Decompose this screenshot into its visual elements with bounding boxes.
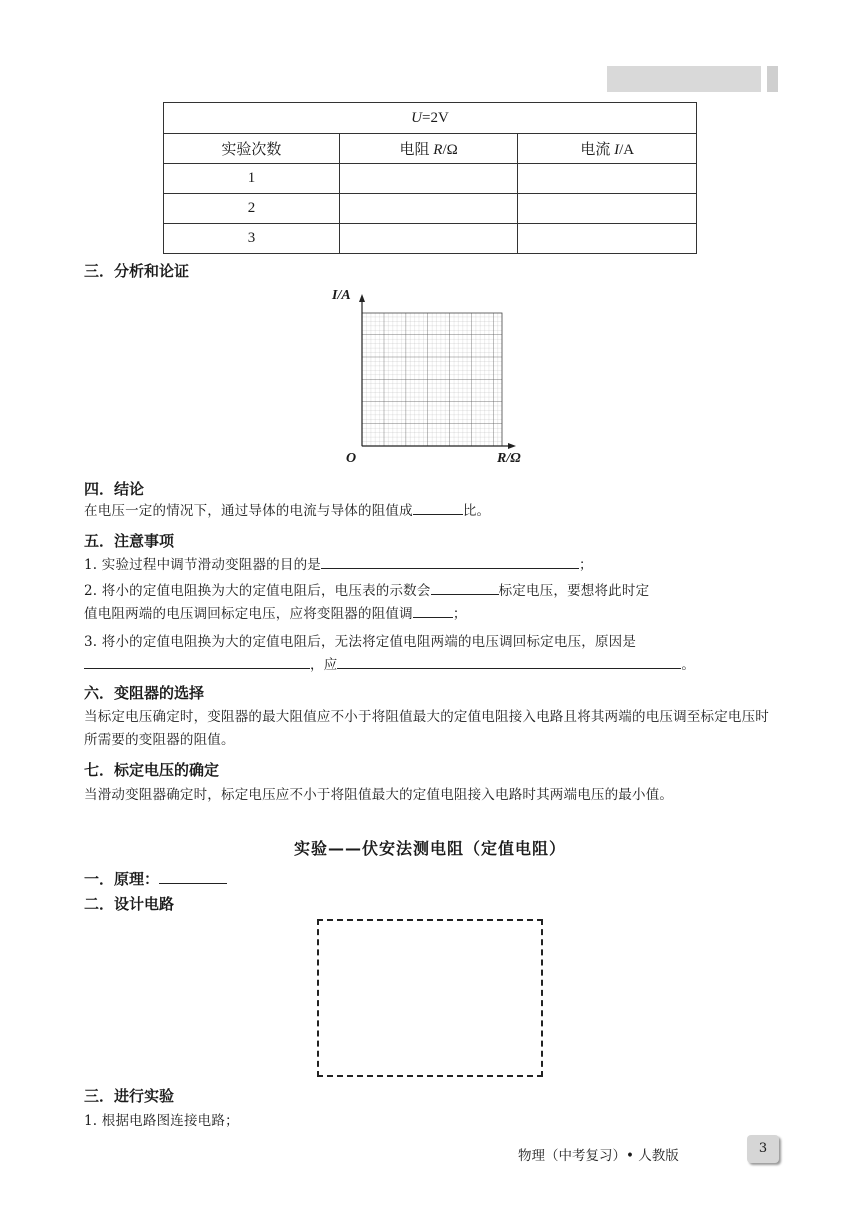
table-cell-empty (518, 224, 697, 254)
table-row: 1 (164, 164, 697, 194)
page-number: 3 (747, 1135, 779, 1163)
procedure-step-1: 1. 根据电路图连接电路； (84, 1113, 239, 1129)
answer-blank[interactable] (337, 654, 681, 669)
experiment-title: 实验——伏安法测电阻（定值电阻） (293, 839, 566, 858)
note-1: 1. 实验过程中调节滑动变阻器的目的是 ； (84, 554, 778, 577)
note-2: 2. 将小的定值电阻换为大的定值电阻后，电压表的示数会 标定电压，要想将此时定 值电阻两端的电压调回标定电压，应将变阻器的阻值调 ； (84, 580, 778, 626)
col-header-current: 电流 I/A (518, 134, 697, 164)
header-decoration-bar (607, 66, 761, 92)
table-cell-empty (339, 194, 518, 224)
table-row: 2 (164, 194, 697, 224)
answer-blank[interactable] (413, 603, 453, 618)
answer-blank[interactable] (413, 500, 463, 515)
table-cell-empty (339, 164, 518, 194)
circuit-diagram-box (317, 919, 543, 1077)
section-voltage-title: 七．标定电压的确定 (84, 761, 220, 779)
table-row: 3 (164, 224, 697, 254)
voltage-text: 当滑动变阻器确定时，标定电压应不小于将阻值最大的定值电阻接入电路时其两端电压的最小值。 (84, 787, 674, 803)
col-header-resistance: 电阻 R/Ω (339, 134, 518, 164)
rheostat-text: 当标定电压确定时，变阻器的最大阻值应不小于将阻值最大的定值电阻接入电路且将其两端的电压调至标定电压时所需要的变阻器的阻值。 (84, 709, 769, 748)
col-header-trial: 实验次数 (164, 134, 340, 164)
circuit-design-title: 二．设计电路 (84, 895, 175, 913)
section-conclusion-title: 四．结论 (84, 480, 145, 498)
conclusion-text: 在电压一定的情况下，通过导体的电流与导体的阻值成 比。 (84, 500, 778, 523)
answer-blank[interactable] (321, 554, 579, 569)
answer-blank[interactable] (431, 580, 499, 595)
graph-x-label: R/Ω (497, 451, 521, 466)
data-table (163, 102, 697, 254)
table-cell-empty (339, 224, 518, 254)
table-cell-empty (518, 194, 697, 224)
footer-text: 物理（中考复习）• 人教版 (518, 1148, 679, 1164)
table-condition: U=2V (164, 103, 697, 134)
principle-line: 一．原理： (84, 868, 227, 889)
section-notes-title: 五．注意事项 (84, 532, 175, 550)
procedure-title: 三．进行实验 (84, 1087, 175, 1105)
section-rheostat-title: 六．变阻器的选择 (84, 684, 205, 702)
section-analysis-title: 三．分析和论证 (84, 262, 190, 280)
header-decoration-tab (767, 66, 778, 92)
table-cell-empty (518, 164, 697, 194)
graph-grid (340, 290, 530, 460)
graph-y-label: I/A (332, 288, 351, 303)
note-3: 3. 将小的定值电阻换为大的定值电阻后，无法将定值电阻两端的电压调回标定电压，原因是 ，应 。 (84, 634, 696, 673)
answer-blank[interactable] (159, 869, 227, 884)
graph-origin-label: O (346, 451, 357, 466)
answer-blank[interactable] (84, 654, 310, 669)
